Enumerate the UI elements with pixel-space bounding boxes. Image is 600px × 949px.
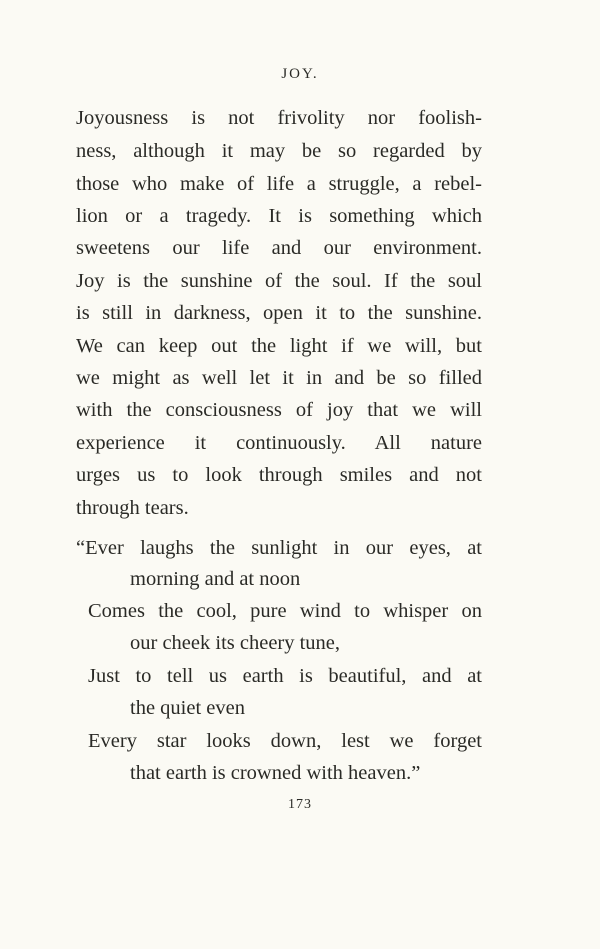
- paragraph-line: ness, although it may be so regarded by: [76, 140, 482, 162]
- poem-line: “Ever laughs the sunlight in our eyes, at: [76, 537, 482, 559]
- paragraph-line: we might as well let it in and be so filled: [76, 367, 482, 389]
- poem-line: Every star looks down, lest we forget: [88, 730, 482, 752]
- paragraph-line: Joyousness is not frivolity nor foolish-: [76, 107, 482, 129]
- paragraph-line: experience it continuously. All nature: [76, 432, 482, 454]
- paragraph-line: sweetens our life and our environment.: [76, 237, 482, 259]
- paragraph-line: those who make of life a struggle, a rebel-: [76, 173, 482, 195]
- paragraph-line: We can keep out the light if we will, but: [76, 335, 482, 357]
- poem-line: that earth is crowned with heaven.”: [130, 762, 421, 784]
- running-head: JOY.: [281, 66, 319, 82]
- page-number: 173: [288, 797, 312, 812]
- paragraph-line: with the consciousness of joy that we will: [76, 399, 482, 421]
- paragraph-line: Joy is the sunshine of the soul. If the soul: [76, 270, 482, 292]
- poem-line: morning and at noon: [130, 568, 301, 590]
- paragraph-line: through tears.: [76, 497, 189, 519]
- poem-line: Just to tell us earth is beautiful, and at: [88, 665, 482, 687]
- paragraph-line: is still in darkness, open it to the sunshine.: [76, 302, 482, 324]
- poem-line: our cheek its cheery tune,: [130, 632, 341, 654]
- poem-line: the quiet even: [130, 697, 245, 719]
- paragraph-line: urges us to look through smiles and not: [76, 464, 482, 486]
- poem-line: Comes the cool, pure wind to whisper on: [88, 600, 482, 622]
- paragraph-line: lion or a tragedy. It is something which: [76, 205, 482, 227]
